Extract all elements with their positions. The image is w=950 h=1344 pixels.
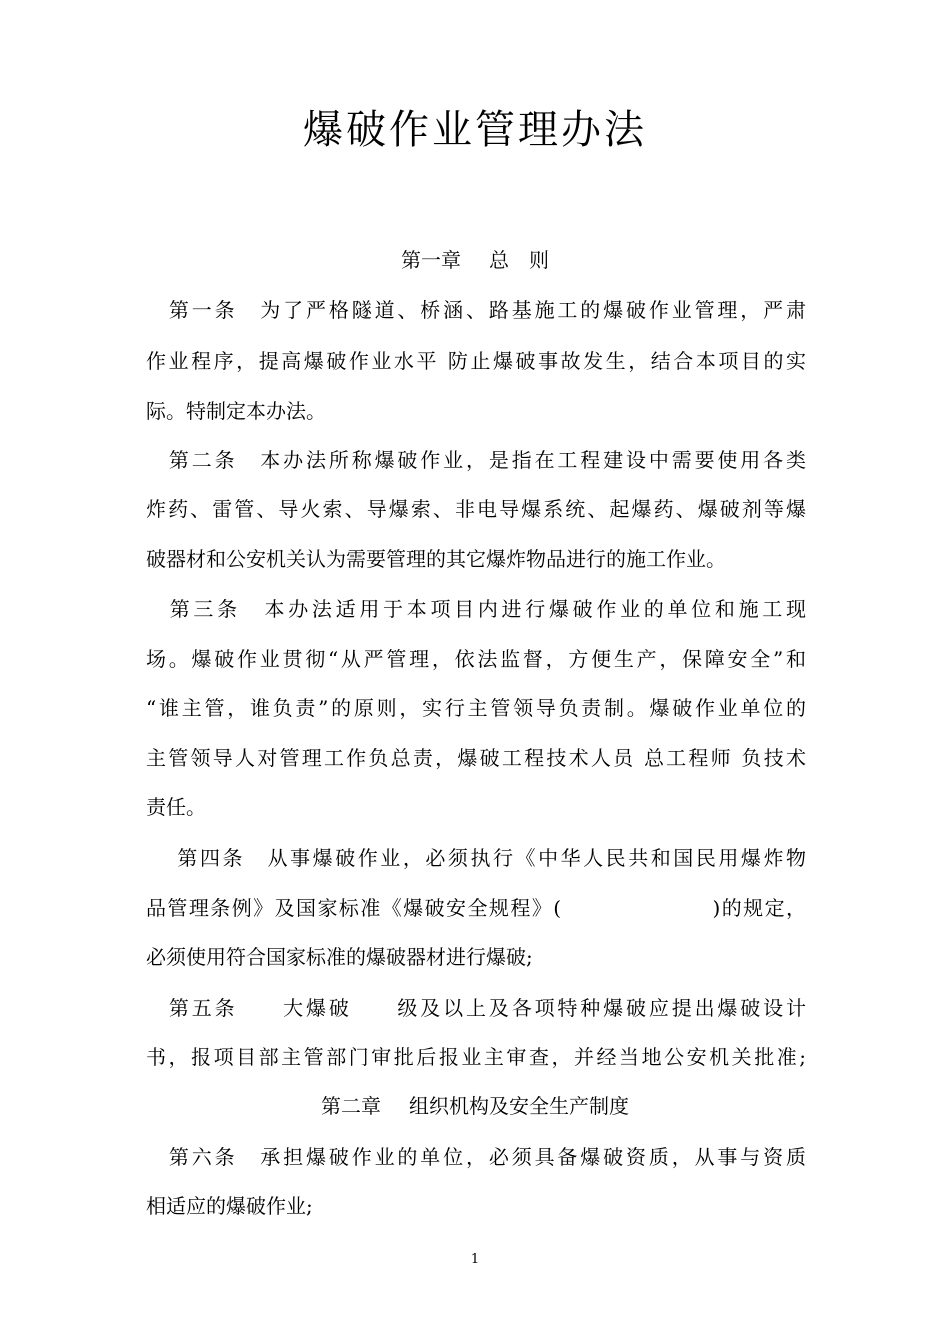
paragraph-line: 第二条 本办法所称爆破作业，是指在工程建设中需要使用各类 bbox=[146, 448, 806, 472]
paragraph-line: 书，报项目部主管部门审批后报业主审查，并经当地公安机关批准; bbox=[146, 1045, 806, 1069]
paragraph-line: 品管理条例》及国家标准《爆破安全规程》( )的规定， bbox=[146, 896, 806, 920]
chapter-heading-1 bbox=[0, 245, 950, 275]
paragraph-line: 必须使用符合国家标准的爆破器材进行爆破; bbox=[146, 945, 533, 969]
chapter-heading-2 bbox=[0, 1091, 950, 1121]
paragraph-line: 破器材和公安机关认为需要管理的其它爆炸物品进行的施工作业。 bbox=[146, 547, 726, 571]
chapter-number: 第一章 bbox=[401, 248, 461, 272]
paragraph-line: 炸药、雷管、导火索、导爆索、非电导爆系统、起爆药、爆破剂等爆 bbox=[146, 497, 806, 521]
paragraph-line: 作业程序，提高爆破作业水平 防止爆破事故发生，结合本项目的实 bbox=[146, 349, 806, 373]
chapter-number: 第二章 bbox=[321, 1094, 381, 1118]
paragraph-line: 相适应的爆破作业; bbox=[146, 1194, 313, 1218]
paragraph-line: 第五条 大爆破 级及以上及各项特种爆破应提出爆破设计 bbox=[146, 996, 806, 1020]
paragraph-line: 第四条 从事爆破作业，必须执行《中华人民共和国民用爆炸物 bbox=[146, 846, 806, 870]
paragraph-line: 场。爆破作业贯彻“从严管理，依法监督，方便生产，保障安全”和 bbox=[146, 647, 806, 671]
paragraph-line: 第一条 为了严格隧道、桥涵、路基施工的爆破作业管理，严肃 bbox=[146, 298, 806, 322]
chapter-name: 总 则 bbox=[489, 248, 549, 272]
paragraph-line: “谁主管，谁负责”的原则，实行主管领导负责制。爆破作业单位的 bbox=[146, 696, 806, 720]
paragraph-line: 责任。 bbox=[146, 795, 206, 819]
page-number: 1 bbox=[470, 1252, 480, 1267]
paragraph-line: 主管领导人对管理工作负总责，爆破工程技术人员 总工程师 负技术 bbox=[146, 746, 806, 770]
paragraph-line: 际。特制定本办法。 bbox=[146, 399, 326, 423]
document-title: 爆破作业管理办法 bbox=[303, 107, 647, 153]
paragraph-line: 第六条 承担爆破作业的单位，必须具备爆破资质，从事与资质 bbox=[146, 1145, 806, 1169]
chapter-name: 组织机构及安全生产制度 bbox=[409, 1094, 629, 1118]
paragraph-line: 第三条 本办法适用于本项目内进行爆破作业的单位和施工现 bbox=[146, 597, 806, 621]
